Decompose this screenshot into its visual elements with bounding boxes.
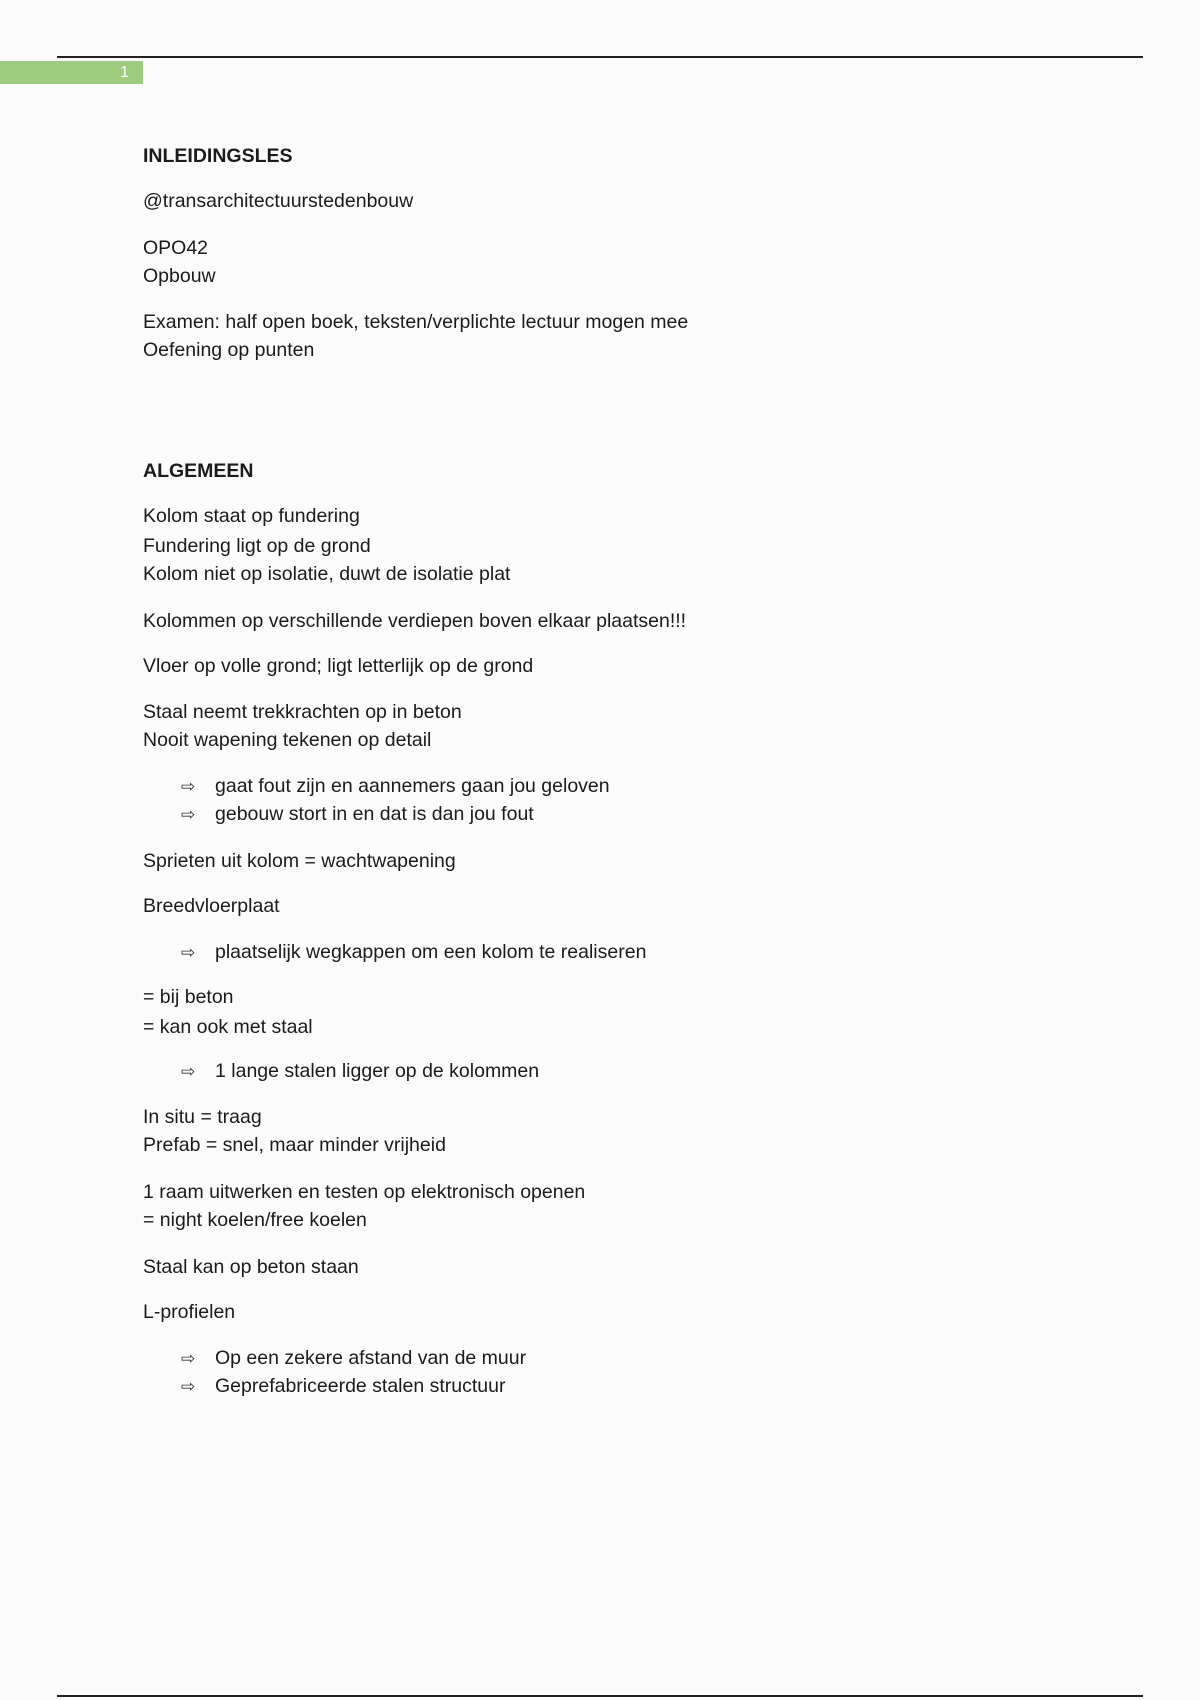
text-line: Breedvloerplaat: [143, 895, 280, 917]
text-line: In situ = traag: [143, 1106, 262, 1128]
bullet-text: Op een zekere afstand van de muur: [215, 1347, 527, 1369]
arrow-bullet-icon: ⇨: [181, 943, 196, 962]
text-line: Examen: half open boek, teksten/verplichte lectuur mogen mee: [143, 311, 689, 333]
bullet-text: gaat fout zijn en aannemers gaan jou geloven: [215, 775, 610, 797]
arrow-bullet-icon: ⇨: [181, 805, 196, 824]
text-line: = bij beton: [143, 986, 234, 1008]
text-line: Sprieten uit kolom = wachtwapening: [143, 850, 456, 872]
text-line: Prefab = snel, maar minder vrijheid: [143, 1134, 446, 1156]
arrow-bullet-icon: ⇨: [181, 1349, 196, 1368]
section-heading-general: ALGEMEEN: [143, 460, 254, 482]
text-line: OPO42: [143, 237, 209, 259]
text-line: Fundering ligt op de grond: [143, 535, 371, 557]
text-line: @transarchitectuurstedenbouw: [143, 190, 414, 212]
bullet-text: Geprefabriceerde stalen structuur: [215, 1375, 506, 1397]
text-line: 1 raam uitwerken en testen op elektronisch openen: [143, 1181, 586, 1203]
bullet-item: [181, 1346, 526, 1371]
text-line: = night koelen/free koelen: [143, 1209, 367, 1231]
text-line: Staal kan op beton staan: [143, 1256, 359, 1278]
text-line: Staal neemt trekkrachten op in beton: [143, 701, 462, 723]
text-line: Vloer op volle grond; ligt letterlijk op de grond: [143, 655, 534, 677]
bullet-item: [181, 1374, 505, 1399]
text-line: Oefening op punten: [143, 339, 315, 361]
bullet-item: [181, 774, 610, 799]
footer-rule: [57, 1695, 1143, 1697]
text-line: Nooit wapening tekenen op detail: [143, 729, 432, 751]
bullet-text: gebouw stort in en dat is dan jou fout: [215, 803, 534, 825]
section-heading-intro: INLEIDINGSLES: [143, 145, 293, 167]
text-line: Opbouw: [143, 265, 216, 287]
page-number-badge: 1: [0, 61, 143, 84]
arrow-bullet-icon: ⇨: [181, 777, 196, 796]
text-line: Kolom niet op isolatie, duwt de isolatie plat: [143, 563, 511, 585]
text-line: = kan ook met staal: [143, 1016, 313, 1038]
bullet-item: [181, 802, 534, 827]
text-line: Kolom staat op fundering: [143, 505, 360, 527]
bullet-text: plaatselijk wegkappen om een kolom te realiseren: [215, 941, 647, 963]
bullet-text: 1 lange stalen ligger op de kolommen: [215, 1060, 540, 1082]
header-rule: [57, 56, 1143, 58]
bullet-item: [181, 1059, 539, 1084]
text-line: L-profielen: [143, 1301, 236, 1323]
arrow-bullet-icon: ⇨: [181, 1377, 196, 1396]
arrow-bullet-icon: ⇨: [181, 1062, 196, 1081]
text-line: Kolommen op verschillende verdiepen boven elkaar plaatsen!!!: [143, 610, 687, 632]
bullet-item: [181, 940, 646, 965]
